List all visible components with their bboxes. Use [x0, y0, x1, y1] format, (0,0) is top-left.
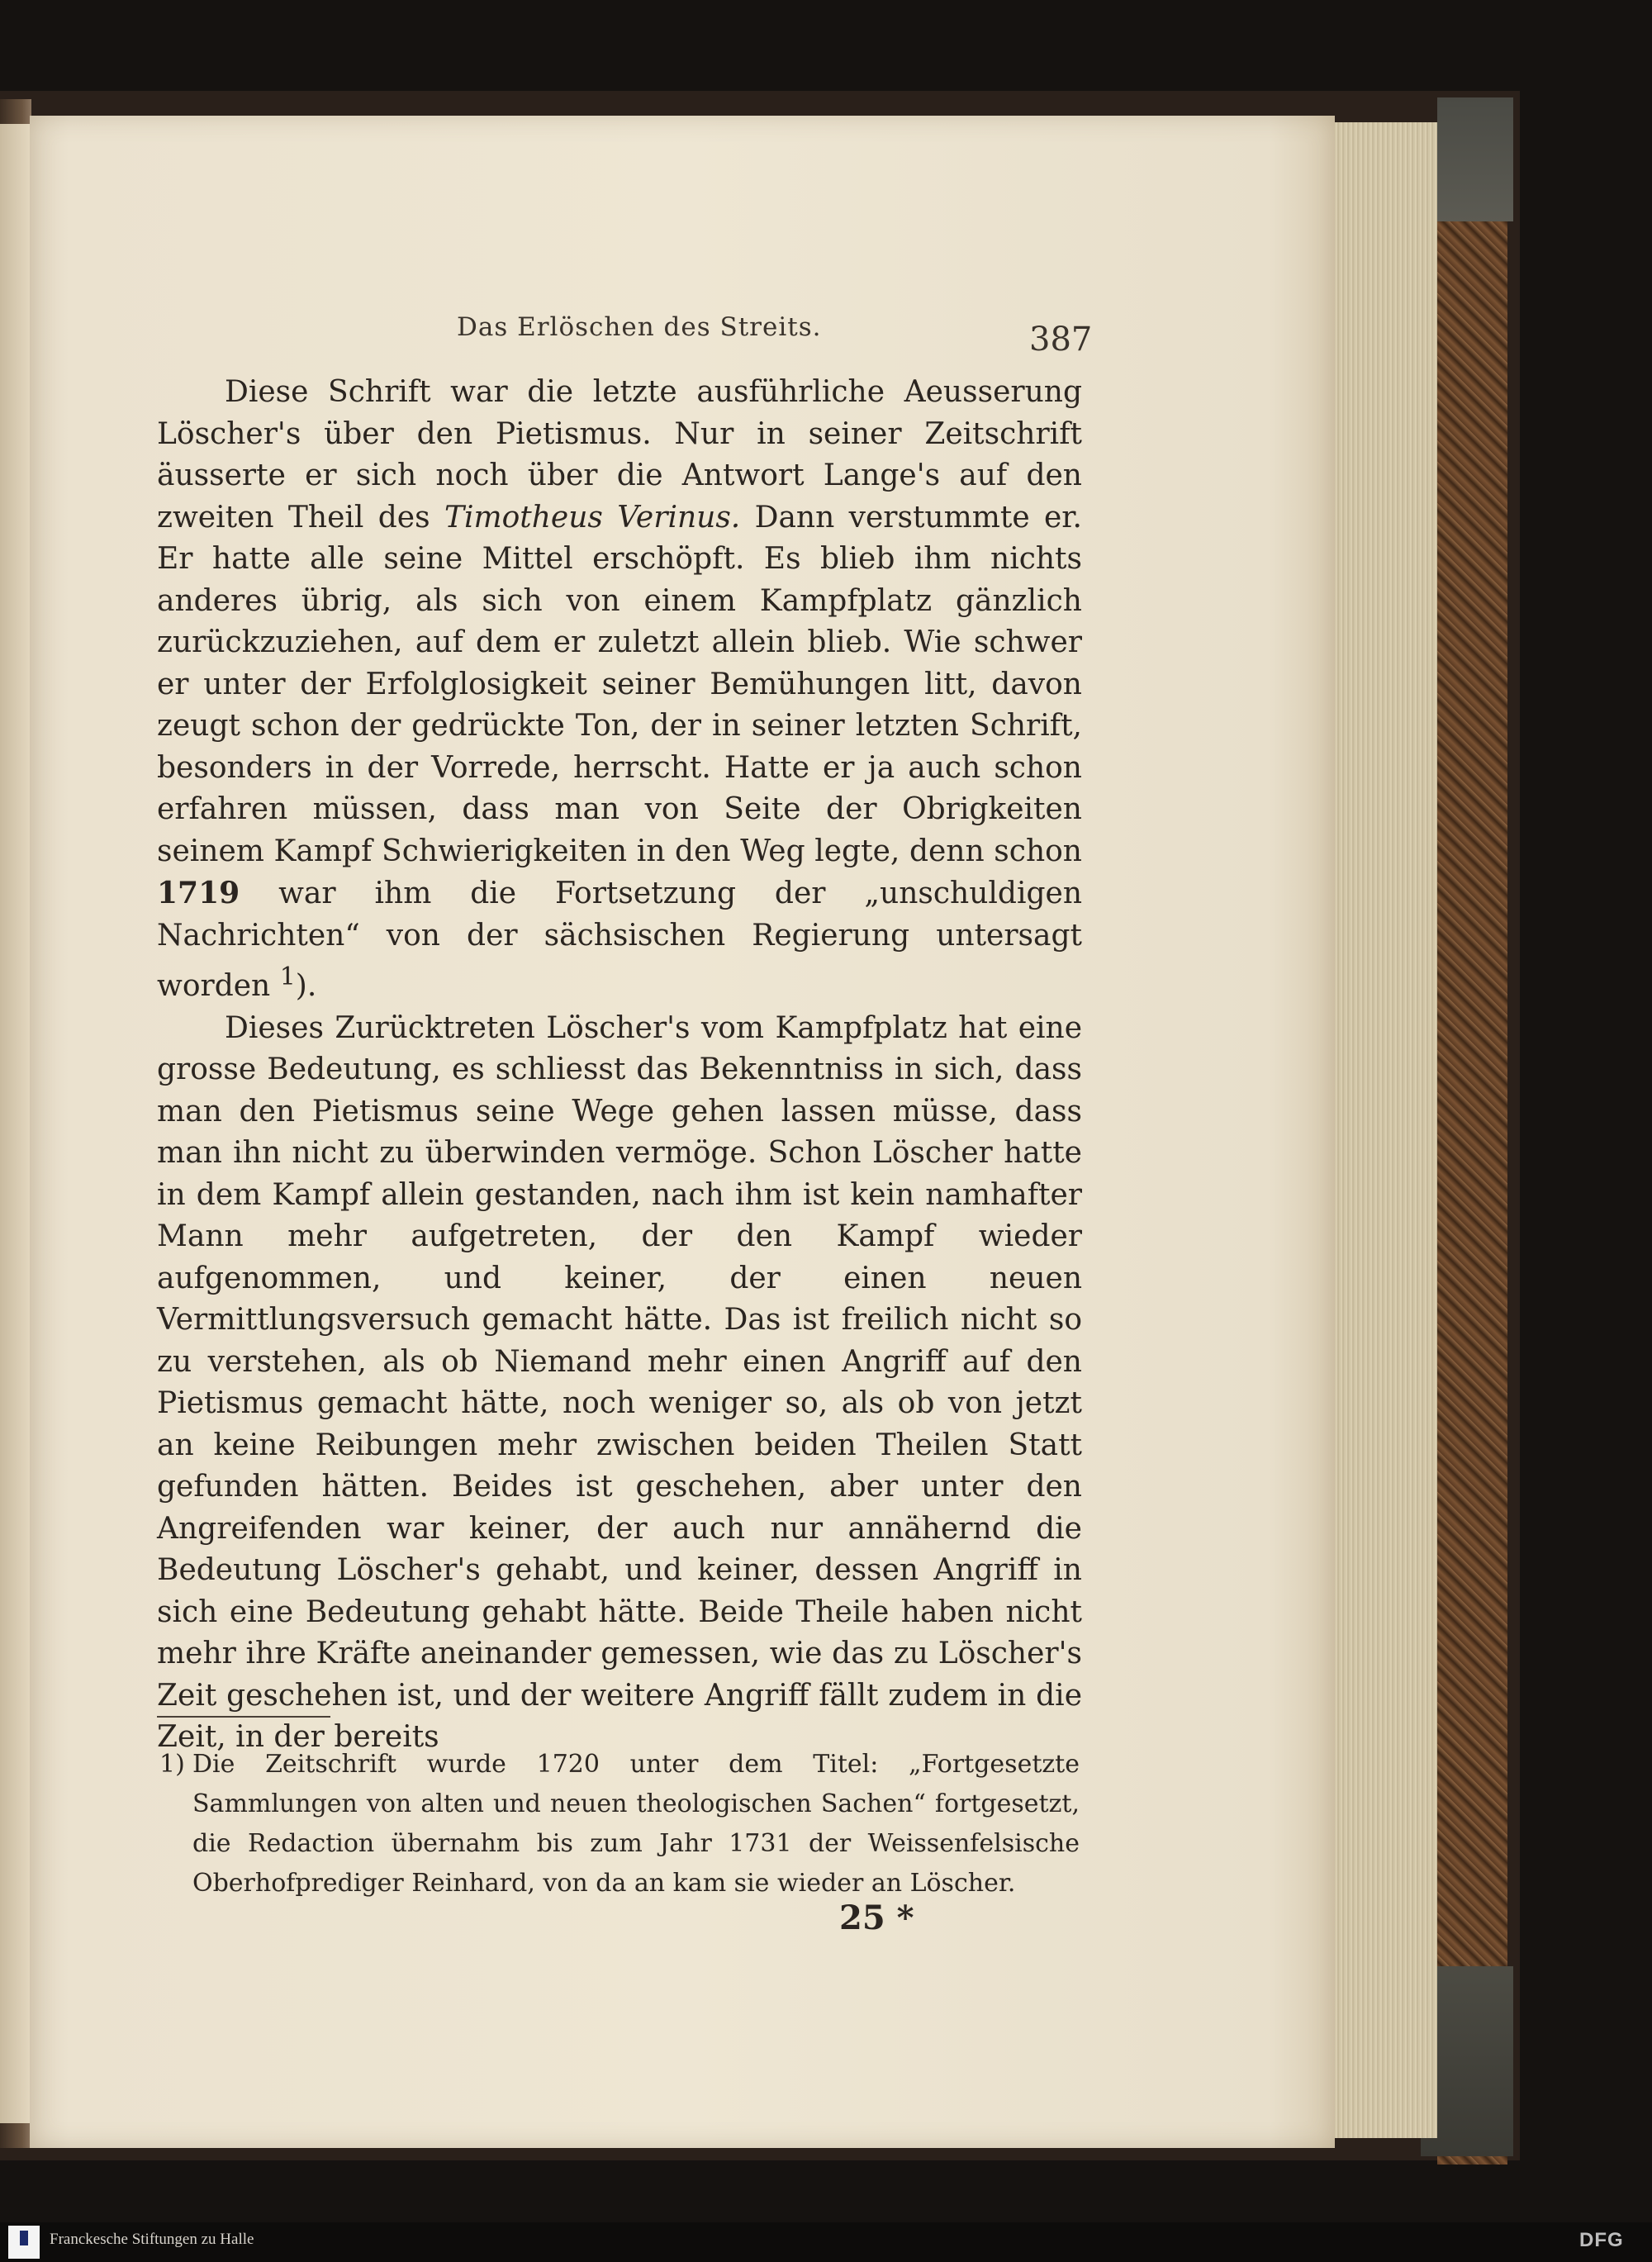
- marbled-board: [1437, 99, 1507, 2165]
- paragraph-1-end: ).: [295, 969, 317, 1003]
- footnote-rule: [157, 1716, 330, 1718]
- italic-title: Timotheus Verinus.: [444, 500, 741, 535]
- footnote-text: Die Zeitschrift wurde 1720 unter dem Titel: „Fortgesetzte Sammlungen von alten und neuen theologischen Sachen“ fortgesetzt, die Redaction übernahm bis zum Jahr 1731 der Weissenfelsische Oberhofprediger Reinhard, von da an kam sie wieder an Löscher.: [192, 1750, 1080, 1898]
- footer-institution: Franckesche Stiftungen zu Halle: [50, 2231, 254, 2248]
- spine-cloth-top: [1437, 97, 1513, 221]
- paragraph-1-part-b: Dann verstummte er. Er hatte alle seine Mittel erschöpft. Es blieb ihm nichts anderes übrig, als sich von einem Kampfplatz gänzlich zurückzuziehen, auf dem er zuletzt allein blieb. Wie schwer er unter der Erfolglosigkeit seiner Bemühungen litt, davon zeugt schon der gedrückte Ton, der in seiner letzten Schrift, besonders in der Vorrede, herrscht. Hatte er ja auch schon erfahren müssen, dass man von Seite der Obrigkeiten seinem Kampf Schwierigkeiten in den Weg legte, denn schon: [157, 500, 1082, 868]
- footnote-mark: 1): [159, 1750, 185, 1779]
- paragraph-2: Dieses Zurücktreten Löscher's vom Kampfplatz hat eine grosse Bedeutung, es schliesst das Bekenntniss in sich, dass man den Pietismus seine Wege gehen lassen müsse, dass man ihn nicht zu überwinden vermöge. Schon Löscher hatte in dem Kampf allein gestanden, nach ihm ist kein namhafter Mann mehr aufgetreten, der den Kampf wieder aufgenommen, und keiner, der einen neuen Vermittlungsversuch gemacht hätte. Das ist freilich nicht so zu verstehen, als ob Niemand mehr einen Angriff auf den Pietismus gemacht hätte, noch weniger so, als ob von jetzt an keine Reibungen mehr zwischen beiden Theilen Statt gefunden hätten. Beides ist geschehen, aber unter den Angreifenden war keiner, der auch nur annähernd die Bedeutung Löscher's gehabt, und keiner, dessen Angriff in sich eine Bedeutung gehabt hätte. Beide Theile haben nicht mehr ihre Kräfte aneinander gemessen, wie das zu Löscher's Zeit geschehen ist, und der weitere Angriff fällt zudem in die Zeit, in der bereits: [157, 1010, 1082, 1754]
- paragraph-1-part-a: Diese Schrift war die letzte ausführliche Aeusserung Löscher's über den Pietismus. Nur in seiner Zeitschrift äusserte er sich noch über die Antwort Lange's auf den zweiten Theil des: [157, 375, 1082, 535]
- year-1719: 1719: [157, 876, 240, 910]
- running-header: Das Erlöschen des Streits.: [457, 312, 822, 342]
- left-page-edge: [0, 124, 30, 2123]
- footnote: [159, 1745, 1080, 1903]
- institution-logo-icon: [8, 2226, 40, 2259]
- paragraph-1-part-c: war ihm die Fortsetzung der „unschuldigen Nachrichten“ von der sächsischen Regierung untersagt worden: [157, 877, 1082, 1003]
- footnote-reference: 1: [279, 962, 296, 991]
- paragraph-1: [157, 372, 1082, 1008]
- page-number: 387: [1029, 321, 1093, 359]
- signature-mark: 25 *: [839, 1898, 914, 1937]
- dfg-logo: DFG: [1579, 2229, 1624, 2251]
- main-text: [157, 372, 1082, 1759]
- page-block-edge: [1330, 122, 1437, 2138]
